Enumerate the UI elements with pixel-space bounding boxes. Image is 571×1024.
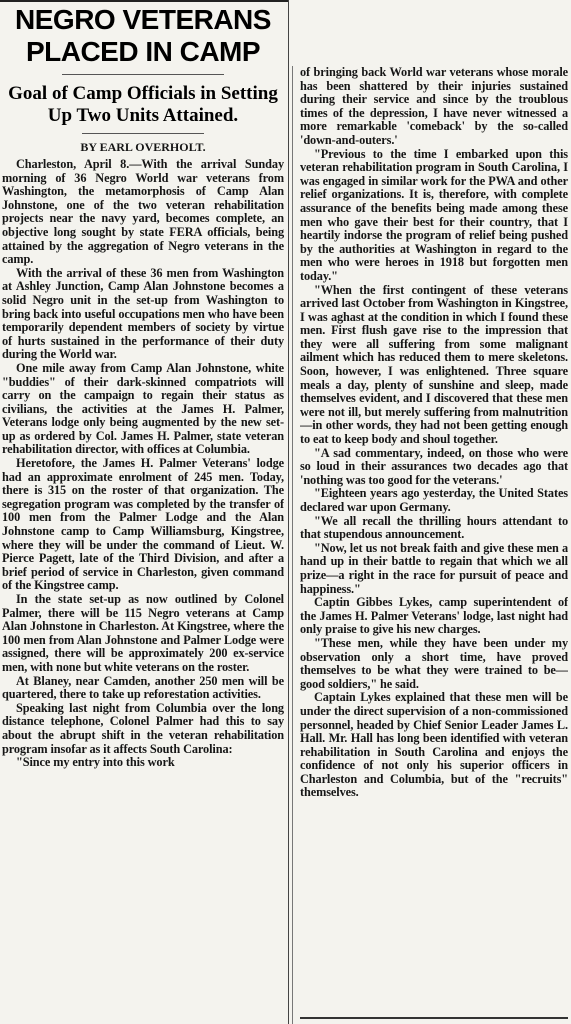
headline-line-1: NEGRO VETERANS xyxy=(15,4,271,35)
paragraph: Charleston, April 8.—With the arrival Sunday morning of 36 Negro World war veterans from Washington, the metamorphosis of Camp Alan Johnstone, one of the two veteran rehabilitation projects near the navy yard, becomes complete, an objective long sought by state FERA officials, being attained by the aggregation of Negro veterans in the camp. xyxy=(2,157,284,267)
paragraph: "We all recall the thrilling hours attendant to that stupendous announcement. xyxy=(300,513,568,542)
paragraph: Captain Lykes explained that these men will be under the direct supervision of a non-commissioned personnel, headed by Chief Senior Leader James L. Hall. Mr. Hall has long been identified with veteran rehabilitation in South Carolina and enjoys the confidence of not only his superior officers in Charleston and Columbia, but of the "recruits" themselves. xyxy=(300,690,568,800)
paragraph: "Previous to the time I embarked upon this veteran rehabilitation program in South Carolina, I was engaged in similar work for the PWA and other relief organizations. It is, therefore, with complete assurance of the benefits being made among these men who gave their best for their country, that I heartily indorse the program of relief being pushed by the authorities at Washington in regard to the men who were heroes in 1918 but forgotten men today." xyxy=(300,146,568,283)
paragraph: "Eighteen years ago yesterday, the United States declared war upon Germany. xyxy=(300,486,568,514)
column-divider-inner xyxy=(292,66,293,1024)
paragraph: With the arrival of these 36 men from Washington at Ashley Junction, Camp Alan Johnstone becomes a solid Negro unit in the set-up from Washington to bring back into useful occupations men who have been temporarily dependent members of society by virtue of hurts sustained in the performance of their duty during the World war. xyxy=(2,265,284,362)
paragraph: "When the first contingent of these veterans arrived last October from Washington in Kingstree, I was aghast at the condition in which I found these men. First flush gave rise to the impression that they were all suffering from some malignant ailment which has reduced them to mere skeletons. Soon, however, I was enlightened. Three square meals a day, plenty of sunshine and sleep, made themselves evident, and I discovered that these men were not ill, but merely suffering from malnutrition—in other words, they had not been getting enough to eat to keep body and shoul together. xyxy=(300,282,568,447)
headline-separator xyxy=(62,74,224,75)
right-column xyxy=(300,66,568,1022)
paragraph: Speaking last night from Columbia over the long distance telephone, Colonel Palmer had this to say about the abrupt shift in the veteran rehabilitation program insofar as it affects South Carolina: xyxy=(2,700,284,756)
paragraph: "Since my entry into this work xyxy=(16,755,175,770)
paragraph: At Blaney, near Camden, another 250 men will be quartered, there to take up reforestation activities. xyxy=(2,673,284,702)
paragraph: "A sad commentary, indeed, on those who were so loud in their assurances two decades ago that 'nothing was too good for the veterans.' xyxy=(300,445,568,487)
paragraph-continued: of bringing back World war veterans whose morale has been shattered by their injuries sustained during their service and since by the troublous times of the depression, I have never witnessed a more remarkable 'comeback' by the so-called 'down-and-outers.' xyxy=(300,66,568,147)
left-column xyxy=(2,4,284,1022)
paragraph: In the state set-up as now outlined by Colonel Palmer, there will be 115 Negro veterans at Camp Alan Johnstone in Charleston. At Kingstree, where the 100 men from Alan Johnstone and Palmer Lodge were assigned, there will be approximately 200 ex-service men, with none but white veterans on the roster. xyxy=(2,592,284,674)
paragraph: "These men, while they have been under my observation only a short time, have proved themselves to be what they were trained to be—good soldiers," he said. xyxy=(300,635,568,691)
paragraph: "Now, let us not break faith and give these men a hand up in their battle to regain that which we all prize—a right in the race for pursuit of peace and happiness." xyxy=(300,540,568,596)
headline-line-2: PLACED IN CAMP xyxy=(25,36,261,67)
paragraph: One mile away from Camp Alan Johnstone, white "buddies" of their dark-skinned compatriots will carry on the campaign to regain their status as civilians, the activities at the James H. Palmer, Veterans lodge only being augmented by the new set-up as ordered by Col. James H. Palmer, state veteran rehabilitation director, with offices at Columbia. xyxy=(2,360,284,457)
left-body xyxy=(2,158,284,770)
column-divider xyxy=(288,0,289,1024)
top-rule xyxy=(0,0,288,2)
paragraph: Captin Gibbes Lykes, camp superintendent of the James H. Palmer Veterans' lodge, last night had only praise to give his new charges. xyxy=(300,595,568,637)
subheadline: Goal of Camp Officials in Setting Up Two Units Attained. xyxy=(8,83,278,126)
deck-separator xyxy=(82,133,204,134)
paragraph: Heretofore, the James H. Palmer Veterans' lodge had an approximate enrolment of 245 men. Today, there is 315 on the roster of that organization. The segregation program was completed by the transfer of 100 men from the Palmer Lodge and the Alan Johnstone camp to Camp Williamsburg, Kingstree, where they will be under the command of Lieut. W. Pierce Pagett, late of the Third Division, and after a brief period of service in Charleston, given command of the Kingstree camp. xyxy=(2,456,284,593)
byline: BY EARL OVERHOLT. xyxy=(80,140,206,154)
headline xyxy=(2,4,284,68)
bottom-rule xyxy=(300,1017,568,1019)
